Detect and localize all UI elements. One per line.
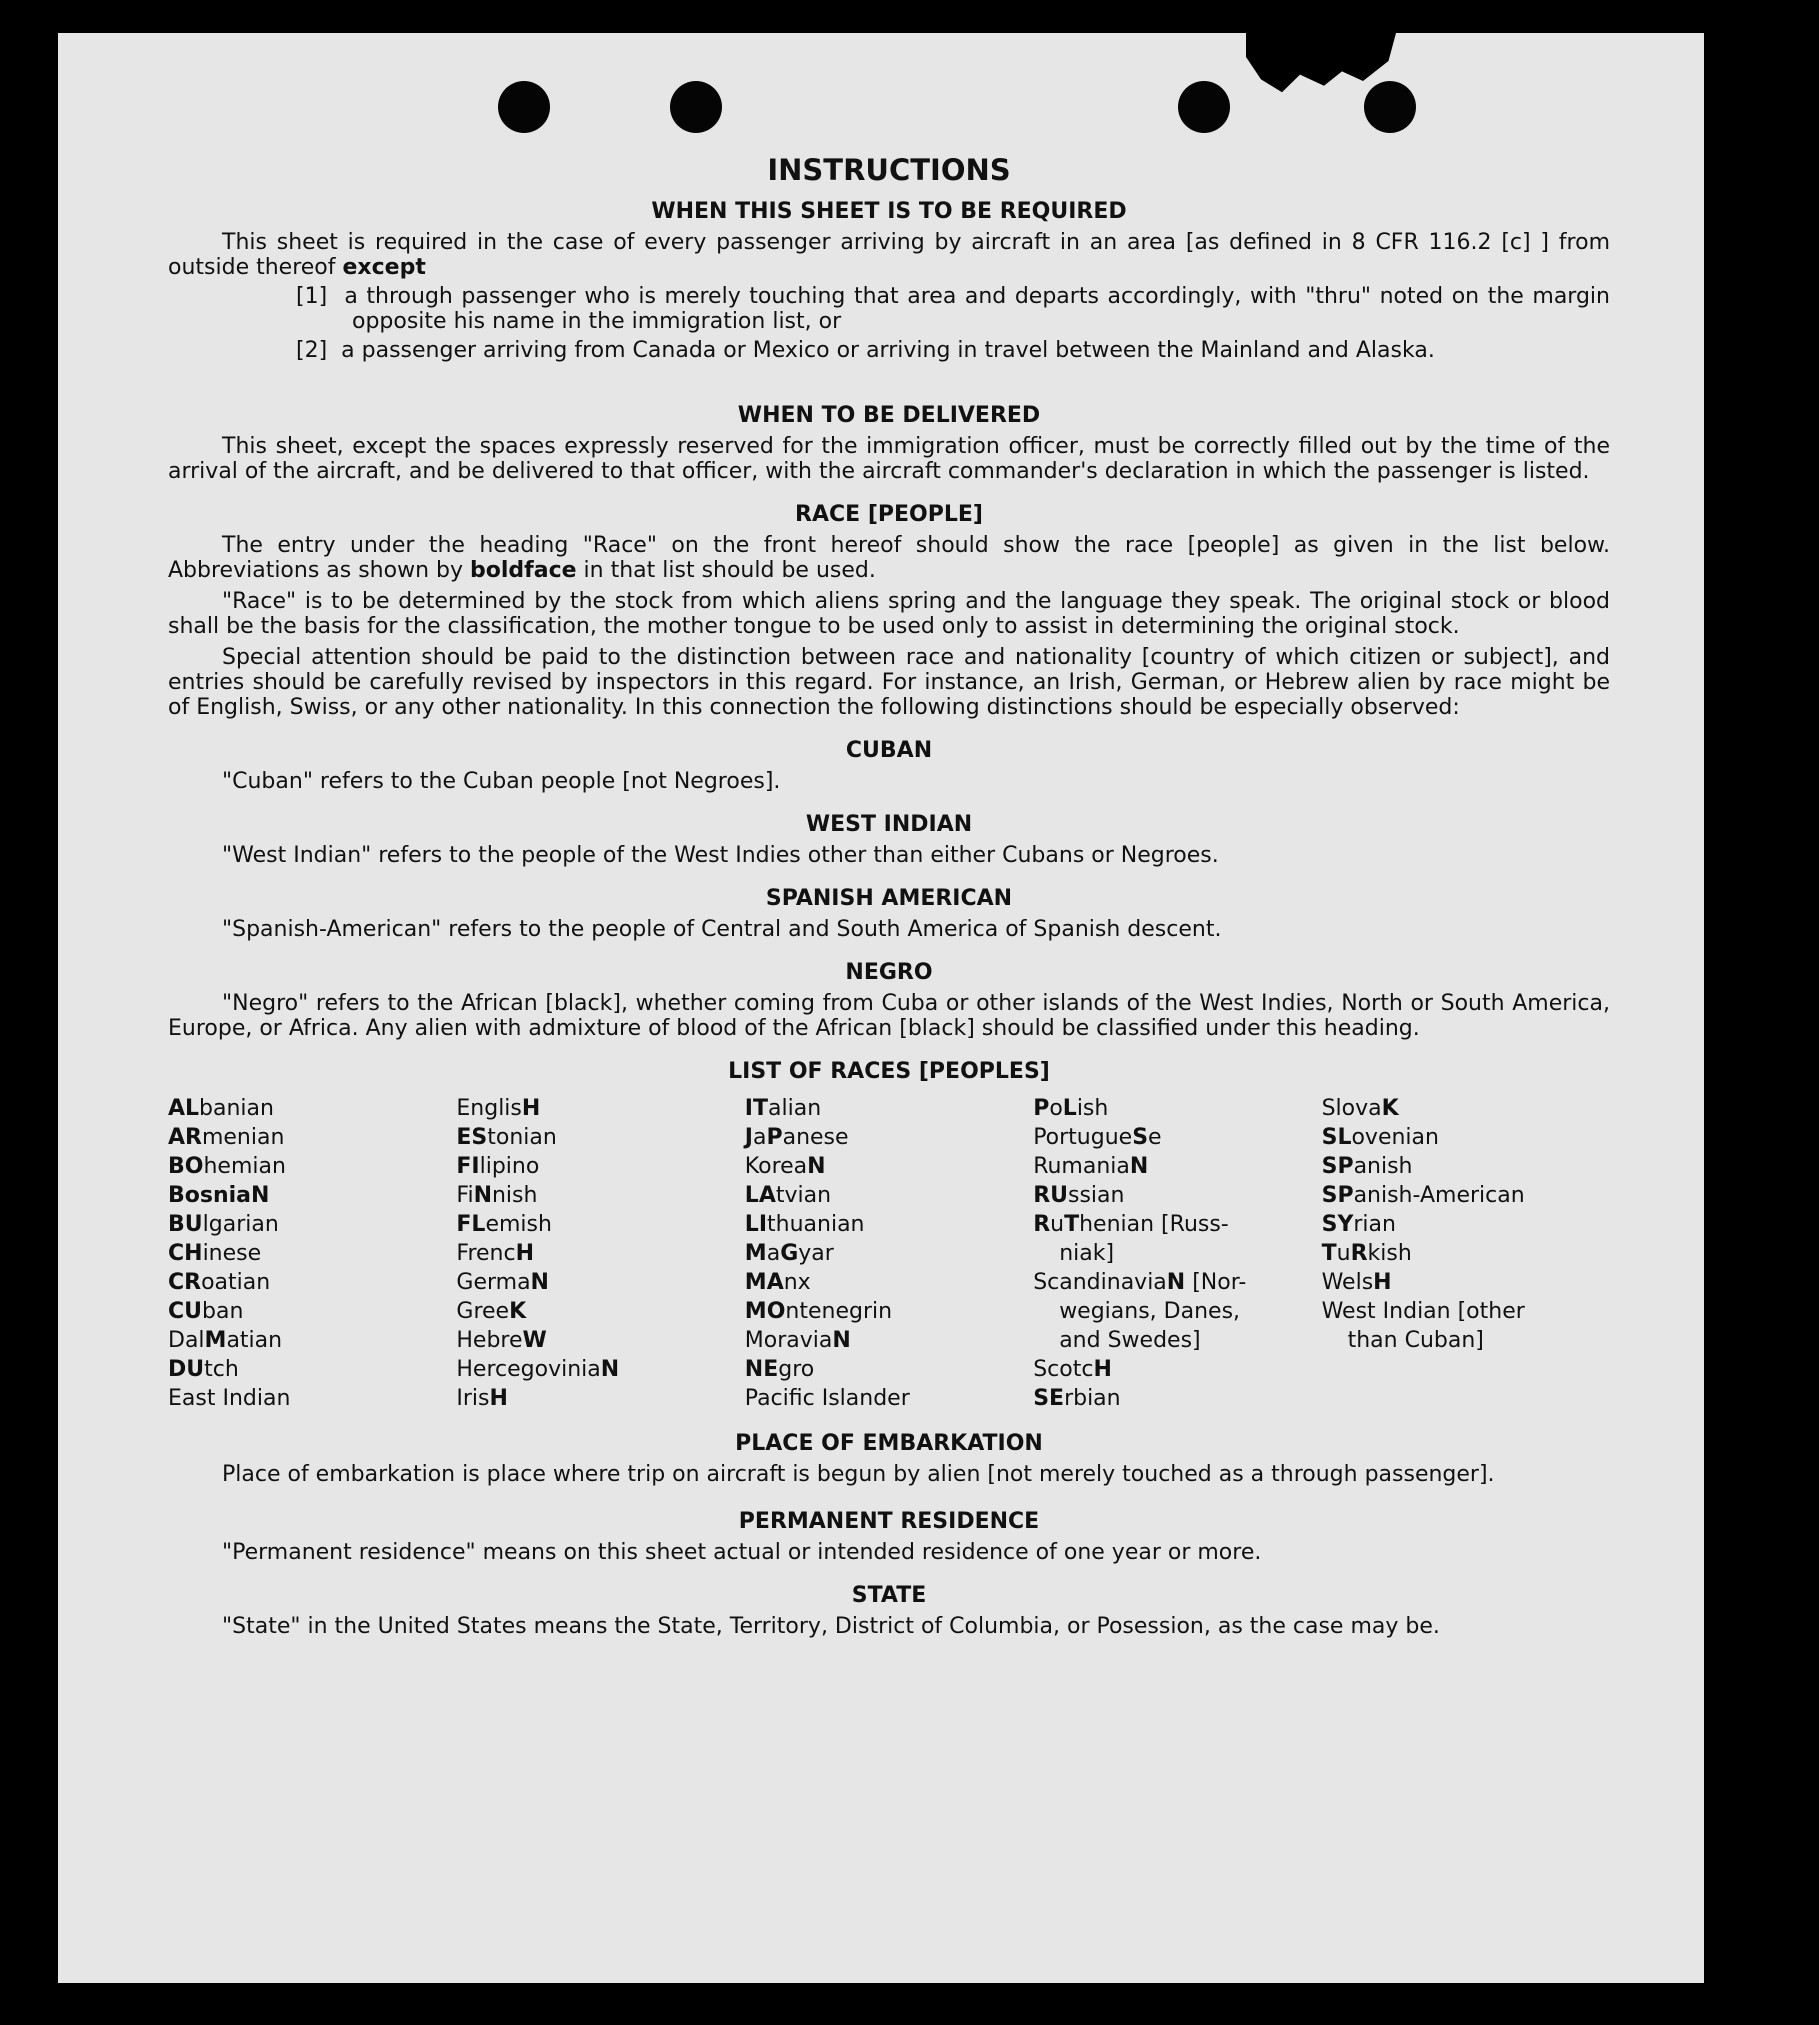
race-abbreviation: SE [1033,1386,1065,1411]
section-heading-when-required: WHEN THIS SHEET IS TO BE REQUIRED [651,199,1127,224]
race-abbreviation: N [1166,1270,1186,1295]
race-abbreviation: AL [168,1096,200,1121]
race-entry [168,1326,456,1355]
race-entry [745,1268,1033,1297]
race-entry [1033,1326,1321,1355]
race-entry [456,1384,744,1413]
race-entry [168,1152,456,1181]
race-entry [1033,1239,1321,1268]
race-entry [1033,1384,1321,1413]
race-text: alian [768,1096,822,1121]
section-heading-negro: NEGRO [845,960,933,985]
race-entry [168,1297,456,1326]
race-text: Iris [456,1386,490,1411]
race-abbreviation: LA [744,1183,776,1208]
section-heading-race: RACE [PEOPLE] [795,502,983,527]
race-text: Scotc [1033,1357,1094,1382]
west-indian-text: "West Indian" refers to the people of the West Indies other than either Cubans or Negroes. [222,843,1219,868]
race-entry [745,1239,1033,1268]
page-title: INSTRUCTIONS [767,153,1011,187]
race-abbreviation: BU [168,1212,203,1237]
embarkation-text: Place of embarkation is place where trip on aircraft is begun by alien [not merely touched as a through passenger]. [222,1462,1495,1487]
race-text: Slova [1321,1096,1382,1121]
race-abbreviation: K [509,1299,527,1324]
race-entry [1033,1152,1321,1181]
race-entry [1322,1123,1610,1152]
race-abbreviation: N [832,1328,851,1353]
race-entry [745,1210,1033,1239]
section-heading-embarkation: PLACE OF EMBARKATION [735,1431,1043,1456]
race-entry [456,1181,744,1210]
race-text: Englis [456,1096,522,1121]
race-text: rbian [1064,1386,1121,1411]
race-paragraph-2: "Race" is to be determined by the stock from which aliens spring and the language they speak. The original stock or blood shall be the basis for the classification, the mother tongue to be used only to assist in determining the original stock. [168,589,1610,639]
race-abbreviation: CH [168,1241,203,1266]
race-abbreviation: MA [744,1270,784,1295]
race-abbreviation: FI [456,1154,480,1179]
race-text: inese [202,1241,262,1266]
section-heading-spanish-american: SPANISH AMERICAN [765,886,1013,911]
race-entry [745,1355,1033,1384]
negro-text: "Negro" refers to the African [black], whether coming from Cuba or other islands of the West Indies, North or South America, Europe, or Africa. Any alien with admixture of blood of the African [black] should be classified under this heading. [168,991,1610,1041]
race-abbreviation: FL [456,1212,486,1237]
race-column [1033,1094,1321,1413]
race-text: a [752,1125,767,1150]
race-text: Korea [744,1154,808,1179]
race-abbreviation: M [204,1328,227,1353]
race-paragraph-1: The entry under the heading "Race" on the front hereof should show the race [people] as given in the list below. Abbreviations as shown by boldface in that list should be used. [168,533,1610,583]
race-text: anese [782,1125,849,1150]
race-entry [1033,1210,1321,1239]
race-abbreviation: LI [744,1212,768,1237]
race-entry [1033,1123,1321,1152]
race-text: ssian [1068,1183,1125,1208]
race-text: emish [485,1212,552,1237]
race-abbreviation: M [744,1241,767,1266]
race-text: anish [1353,1154,1413,1179]
race-entry [1322,1297,1610,1326]
spanish-american-text: "Spanish-American" refers to the people of Central and South America of Spanish descent. [222,917,1222,942]
race-text: Hebre [456,1328,523,1353]
race-abbreviation: H [515,1241,535,1266]
race-text: Scandinavia [1033,1270,1167,1295]
race-abbreviation: L [1062,1096,1077,1121]
race-abbreviation: T [1064,1212,1080,1237]
race-entry [456,1326,744,1355]
race-text: oatian [201,1270,271,1295]
race-entry [456,1210,744,1239]
race-text: nish [491,1183,538,1208]
race-abbreviation: BO [168,1154,204,1179]
race-text: u [1336,1241,1351,1266]
race-text: Fi [456,1183,474,1208]
race-entry [456,1268,744,1297]
race-text: [Nor- [1185,1270,1247,1295]
race-entry [745,1181,1033,1210]
race-text: tonian [487,1125,557,1150]
race-entry [456,1297,744,1326]
race-abbreviation: N [251,1183,270,1208]
race-abbreviation: ES [456,1125,488,1150]
race-entry [745,1297,1033,1326]
section-heading-permanent-residence: PERMANENT RESIDENCE [738,1509,1040,1534]
race-abbreviation: K [1381,1096,1399,1121]
race-abbreviation: DU [168,1357,205,1382]
race-text: thuanian [767,1212,865,1237]
race-column [168,1094,456,1413]
race-text: henian [Russ- [1079,1212,1229,1237]
race-text: o [1049,1096,1063,1121]
race-abbreviation: CR [168,1270,202,1295]
race-entry [745,1384,1033,1413]
section-heading-state: STATE [851,1583,927,1608]
race-text: Portugue [1033,1125,1133,1150]
race-text: East Indian [168,1386,291,1411]
race-entry [1322,1152,1610,1181]
race-text: Hercegovinia [456,1357,601,1382]
race-text: u [1050,1212,1065,1237]
punch-hole [498,81,550,133]
race-text: Pacific Islander [744,1386,910,1411]
when-delivered-text: This sheet, except the spaces expressly reserved for the immigration officer, must be correctly filled out by the time of the arrival of the aircraft, and be delivered to that officer, with the aircraft commander's declaration in which the passenger is listed. [168,434,1610,484]
cuban-text: "Cuban" refers to the Cuban people [not Negroes]. [222,769,781,794]
race-abbreviation: N [1129,1154,1149,1179]
race-entry [1033,1355,1321,1384]
race-entry [1322,1181,1610,1210]
race-abbreviation: P [1033,1096,1050,1121]
race-text: menian [201,1125,285,1150]
race-entry [168,1384,456,1413]
race-entry [456,1355,744,1384]
race-entry [456,1239,744,1268]
race-entry [168,1094,456,1123]
race-text: ntenegrin [785,1299,893,1324]
race-text: ish [1076,1096,1109,1121]
section-heading-cuban: CUBAN [845,738,933,763]
race-text: than Cuban] [1347,1328,1484,1353]
state-text: "State" in the United States means the State, Territory, District of Columbia, or Posession, as the case may be. [222,1614,1440,1639]
race-text: niak] [1059,1241,1115,1266]
race-entry [1033,1297,1321,1326]
race-text: tvian [775,1183,832,1208]
race-entry [168,1123,456,1152]
race-text: wegians, Danes, [1059,1299,1241,1324]
punch-hole [1178,81,1230,133]
race-abbreviation: N [600,1357,620,1382]
race-abbreviation: N [530,1270,549,1295]
race-abbreviation: H [489,1386,508,1411]
race-paragraph-3: Special attention should be paid to the distinction between race and nationality [country of which citizen or subject], and entries should be carefully revised by inspectors in this regard. For instance, an Irish, German, or Hebrew alien by race might be of English, Swiss, or any other nationality. In this connection the following distinctions should be especially observed: [168,645,1610,720]
race-text: lgarian [202,1212,279,1237]
race-entry [1322,1268,1610,1297]
race-entry [745,1094,1033,1123]
race-abbreviation: H [1093,1357,1112,1382]
race-entry [168,1210,456,1239]
exception-item-2: [2] a passenger arriving from Canada or Mexico or arriving in travel between the Mainland and Alaska. [296,338,1435,363]
race-abbreviation: AR [168,1125,202,1150]
race-abbreviation: SP [1321,1154,1354,1179]
race-text: Dal [168,1328,205,1353]
punch-hole [670,81,722,133]
race-column [456,1094,744,1413]
race-text: anish-American [1353,1183,1525,1208]
race-entry [745,1326,1033,1355]
race-abbreviation: T [1321,1241,1337,1266]
race-abbreviation: MO [744,1299,786,1324]
race-column [745,1094,1033,1413]
race-abbreviation: R [1350,1241,1368,1266]
race-column [1322,1094,1610,1413]
race-abbreviation: IT [744,1096,768,1121]
race-abbreviation: SL [1321,1125,1352,1150]
race-text: e [1148,1125,1162,1150]
race-abbreviation: Bosnia [168,1183,252,1208]
race-entry [1033,1094,1321,1123]
race-abbreviation: N [473,1183,492,1208]
race-entry [168,1268,456,1297]
race-text: ovenian [1351,1125,1439,1150]
race-entry [456,1094,744,1123]
race-text: Wels [1321,1270,1374,1295]
race-text: and Swedes] [1059,1328,1201,1353]
race-text: nx [783,1270,811,1295]
race-entry [1033,1268,1321,1297]
permanent-residence-text: "Permanent residence" means on this sheet actual or intended residence of one year or more. [222,1540,1262,1565]
race-abbreviation: P [766,1125,783,1150]
race-text: hemian [203,1154,286,1179]
race-abbreviation: W [522,1328,547,1353]
race-abbreviation: N [807,1154,826,1179]
section-heading-list-of-races: LIST OF RACES [PEOPLES] [728,1059,1050,1084]
race-list [168,1094,1610,1413]
race-text: tch [204,1357,239,1382]
race-entry [1033,1181,1321,1210]
race-entry [168,1355,456,1384]
section-heading-when-delivered: WHEN TO BE DELIVERED [737,403,1041,428]
race-entry [1322,1239,1610,1268]
race-entry [1322,1326,1610,1355]
race-text: yar [798,1241,834,1266]
race-entry [1322,1094,1610,1123]
race-abbreviation: H [1373,1270,1392,1295]
race-abbreviation: RU [1033,1183,1068,1208]
race-text: Frenc [456,1241,516,1266]
race-text: banian [199,1096,274,1121]
race-text: ban [202,1299,244,1324]
race-entry [745,1123,1033,1152]
race-text: rian [1353,1212,1396,1237]
race-text: Moravia [744,1328,833,1353]
race-entry [168,1239,456,1268]
instruction-sheet [58,33,1704,1983]
race-abbreviation: SY [1321,1212,1354,1237]
race-entry [1322,1210,1610,1239]
race-text: gro [778,1357,815,1382]
race-entry [745,1152,1033,1181]
race-abbreviation: J [744,1125,753,1150]
race-abbreviation: S [1132,1125,1149,1150]
race-text: kish [1367,1241,1412,1266]
when-required-intro: This sheet is required in the case of every passenger arriving by aircraft in an area [as defined in 8 CFR 116.2 [c] ] from outside thereof except [168,230,1610,280]
race-abbreviation: H [521,1096,541,1121]
race-abbreviation: CU [168,1299,203,1324]
race-text: a [766,1241,781,1266]
race-entry [456,1152,744,1181]
instructions-content [168,153,1610,1639]
race-text: atian [226,1328,283,1353]
race-text: Gree [456,1299,510,1324]
race-text: West Indian [other [1321,1299,1525,1324]
race-entry [456,1123,744,1152]
race-text: Germa [456,1270,531,1295]
race-abbreviation: R [1033,1212,1051,1237]
race-abbreviation: NE [744,1357,779,1382]
section-heading-west-indian: WEST INDIAN [805,812,973,837]
race-abbreviation: G [780,1241,799,1266]
race-entry [168,1181,456,1210]
punch-hole [1364,81,1416,133]
race-text: lipino [479,1154,540,1179]
race-abbreviation: SP [1321,1183,1354,1208]
race-text: Rumania [1033,1154,1130,1179]
exception-item-1: [1] a through passenger who is merely touching that area and departs accordingly, with "thru" noted on the margin opposite his name in the immigration list, or [296,284,1610,334]
